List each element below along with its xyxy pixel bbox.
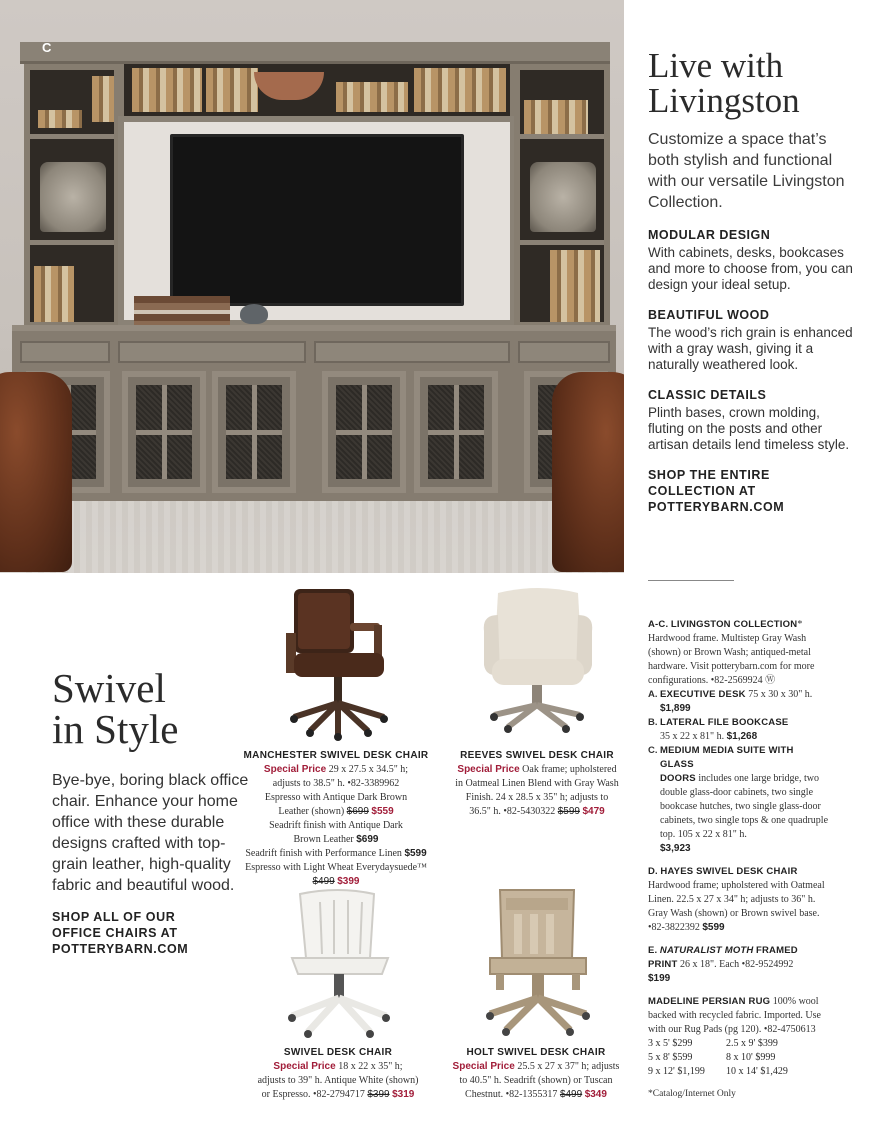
crown-molding [20,42,610,64]
intro-lead: Customize a space that’s both stylish and functional with our versatile Livingston Collection. [648,131,845,211]
price: $599 [404,848,427,859]
books [414,68,506,112]
rug-size-cell: 8 x 10' $999 [726,1052,776,1063]
capital-bust-decor [40,162,106,232]
books [206,68,258,112]
books [38,110,82,128]
original-price: $499 [312,876,335,887]
divider [648,580,734,581]
books [524,100,588,134]
swivel-lead: Bye-bye, boring black office chair. Enhance your home office with these durable designs crafted with top-grain leather, high-quality fabric and beautiful wood. [52,772,249,894]
original-price: $699 [346,806,369,817]
rug-size-cell: 10 x 14' $1,429 [726,1066,788,1077]
feature-block [648,307,858,373]
original-price: $599 [557,806,580,817]
swivel-title [52,665,252,752]
books [92,76,114,122]
book-stack-decor [134,296,230,326]
leather-armchair [552,372,624,572]
manchester-caption [236,749,436,889]
rug-size-cell: 3 x 5' $299 [648,1038,693,1049]
swivel-title-line: in Style [52,706,179,752]
rug-size-cell: 5 x 8' $599 [648,1052,693,1063]
spec-item-a: A. EXECUTIVE DESK 75 x 30 x 30" h. $1,899 [648,689,813,714]
media-console [12,325,616,501]
bowl-decor [254,72,324,100]
special-price-label: Special Price [457,764,520,775]
product-name: SWIVEL DESK CHAIR [283,1047,393,1058]
manchester-chair-image [280,585,400,745]
shelf [30,134,114,139]
special-price-label: Special Price [273,1061,336,1072]
price: $699 [356,834,379,845]
books [34,266,74,322]
feature-heading: MODULAR DESIGN [648,228,771,242]
capital-bust-decor [530,162,596,232]
spec-rug: MADELINE PERSIAN RUG 100% wool backed with recycled fabric. Imported. Use with our Rug Pads (pg 120). •82-4750613 [648,996,821,1035]
books [132,68,202,112]
intro-column [648,48,858,515]
reeves-caption [442,749,632,819]
swivel-desk-chair-image [278,888,402,1040]
holt-caption [438,1046,634,1102]
product-name: REEVES SWIVEL DESK CHAIR [460,750,614,761]
callout-letter: C [42,40,52,55]
hero-room-photo [0,0,624,573]
drawer [518,341,610,363]
rug-size-table [648,1037,830,1079]
product-desc: Special Price 18 x 22 x 35" h; adjusts to 39" h. Antique White (shown) or Espresso. •82-2794717 $399 $319 [257,1061,419,1100]
feature-block [648,387,858,453]
price: $3,923 [660,843,691,854]
product-desc: Special Price 25.5 x 27 x 37" h; adjusts to 40.5" h. Seadrift (shown) or Tuscan Chestnut. •82-1355317 $499 $349 [452,1061,620,1100]
reeves-chair-image [478,585,598,735]
rug-size-cell: 9 x 12' $1,199 [648,1066,705,1077]
price: $599 [702,922,725,933]
feature-heading: CLASSIC DETAILS [648,388,767,402]
swivel-title-line: Swivel [52,665,166,711]
sale-price: $399 [337,876,360,887]
price: $1,899 [660,703,691,714]
television [170,134,464,306]
sale-price: $479 [582,806,605,817]
shelf [30,240,114,245]
spec-item-e: E. NATURALIST MOTH FRAMED PRINT 26 x 18". Each •82-9524992 $199 [648,945,798,984]
spec-item-d: D. HAYES SWIVEL DESK CHAIR Hardwood frame; upholstered with Oatmeal Linen. 22.5 x 27 x 34" h; adjusts to 36" h. Gray Wash (shown) or Brown swivel base. •82-3822392 $599 [648,866,825,933]
product-name: MANCHESTER SWIVEL DESK CHAIR [243,750,429,761]
shelf [520,240,604,245]
drawer [118,341,306,363]
shelf [520,134,604,139]
spec-livingston: A-C. LIVINGSTON COLLECTION* Hardwood frame. Multistep Gray Wash (shown) or Brown Wash; antiqued-metal hardware. Visit potterybarn.com for more configurations. •82-2569924 Ⓦ [648,619,815,686]
swivel-chair-caption [240,1046,436,1102]
price: $199 [648,973,671,984]
books [336,82,408,112]
media-bridge [118,64,516,116]
special-price-label: Special Price [263,764,327,775]
special-price-label: Special Price [452,1061,515,1072]
vase-decor [240,304,268,324]
glass-door [322,371,406,493]
drawer [314,341,510,363]
swivel-section [52,665,252,957]
shop-collection-link[interactable]: SHOP THE ENTIRE COLLECTION AT POTTERYBARN.COM [648,468,785,514]
area-rug [20,500,610,573]
feature-block [648,227,858,293]
footnote: *Catalog/Internet Only [648,1089,736,1099]
glass-door [212,371,296,493]
rug-size-cell: 2.5 x 9' $399 [726,1038,778,1049]
spec-item-b: B. LATERAL FILE BOOKCASE 35 x 22 x 81" h. $1,268 [648,717,789,742]
shop-office-chairs-link[interactable]: SHOP ALL OF OUR OFFICE CHAIRS AT POTTERYBARN.COM [52,910,189,956]
original-price: $499 [559,1089,583,1100]
sale-price: $559 [371,806,394,817]
original-price: $399 [367,1089,390,1100]
feature-text: With cabinets, desks, bookcases and more to choose from, you can design your ideal setup. [648,245,853,292]
glass-door [414,371,498,493]
price: $1,268 [726,731,758,742]
intro-title-line: Livingston [648,81,800,120]
feature-heading: BEAUTIFUL WOOD [648,308,770,322]
sale-price: $349 [584,1089,607,1100]
feature-text: The wood’s rich grain is enhanced with a gray wash, giving it a naturally weathered look. [648,325,853,372]
right-bookcase-hutch [514,64,610,328]
books [550,250,600,322]
specs-column [648,618,830,1099]
leather-armchair [0,372,72,572]
product-name: HOLT SWIVEL DESK CHAIR [466,1047,606,1058]
product-desc: Special Price 29 x 27.5 x 34.5" h; adjusts to 38.5" h. •82-3389962 Espresso with Antique Dark Brown Leather (shown) $699 $559 Seadrift finish with Antique Dark Brown Leather $699 Seadrift finish with Performance Linen $599 Espresso with Light Wheat Everydaysuede™ $499 $399 [245,764,427,887]
spec-item-c: C. MEDIUM MEDIA SUITE WITH GLASS DOORS includes one large bridge, two double glass-door cabinets, two single bookcase hutches, two single glass-door cabinets, two single tops & one quadruple top. 105 x 22 x 81" h. $3,923 [648,745,829,854]
sale-price: $319 [392,1089,415,1100]
glass-door [122,371,206,493]
feature-text: Plinth bases, crown molding, fluting on the posts and other artisan details lend timeless style. [648,405,850,452]
left-bookcase-hutch [24,64,120,328]
drawer [20,341,110,363]
intro-title [648,48,858,118]
intro-title-line: Live with [648,46,784,85]
web-only-icon: Ⓦ [765,675,776,686]
product-desc: Special Price Oak frame; upholstered in Oatmeal Linen Blend with Gray Wash Finish. 24 x 28.5 x 35" h; adjusts to 36.5" h. •82-5430322 $599 $479 [455,764,619,817]
holt-chair-image [476,886,600,1038]
